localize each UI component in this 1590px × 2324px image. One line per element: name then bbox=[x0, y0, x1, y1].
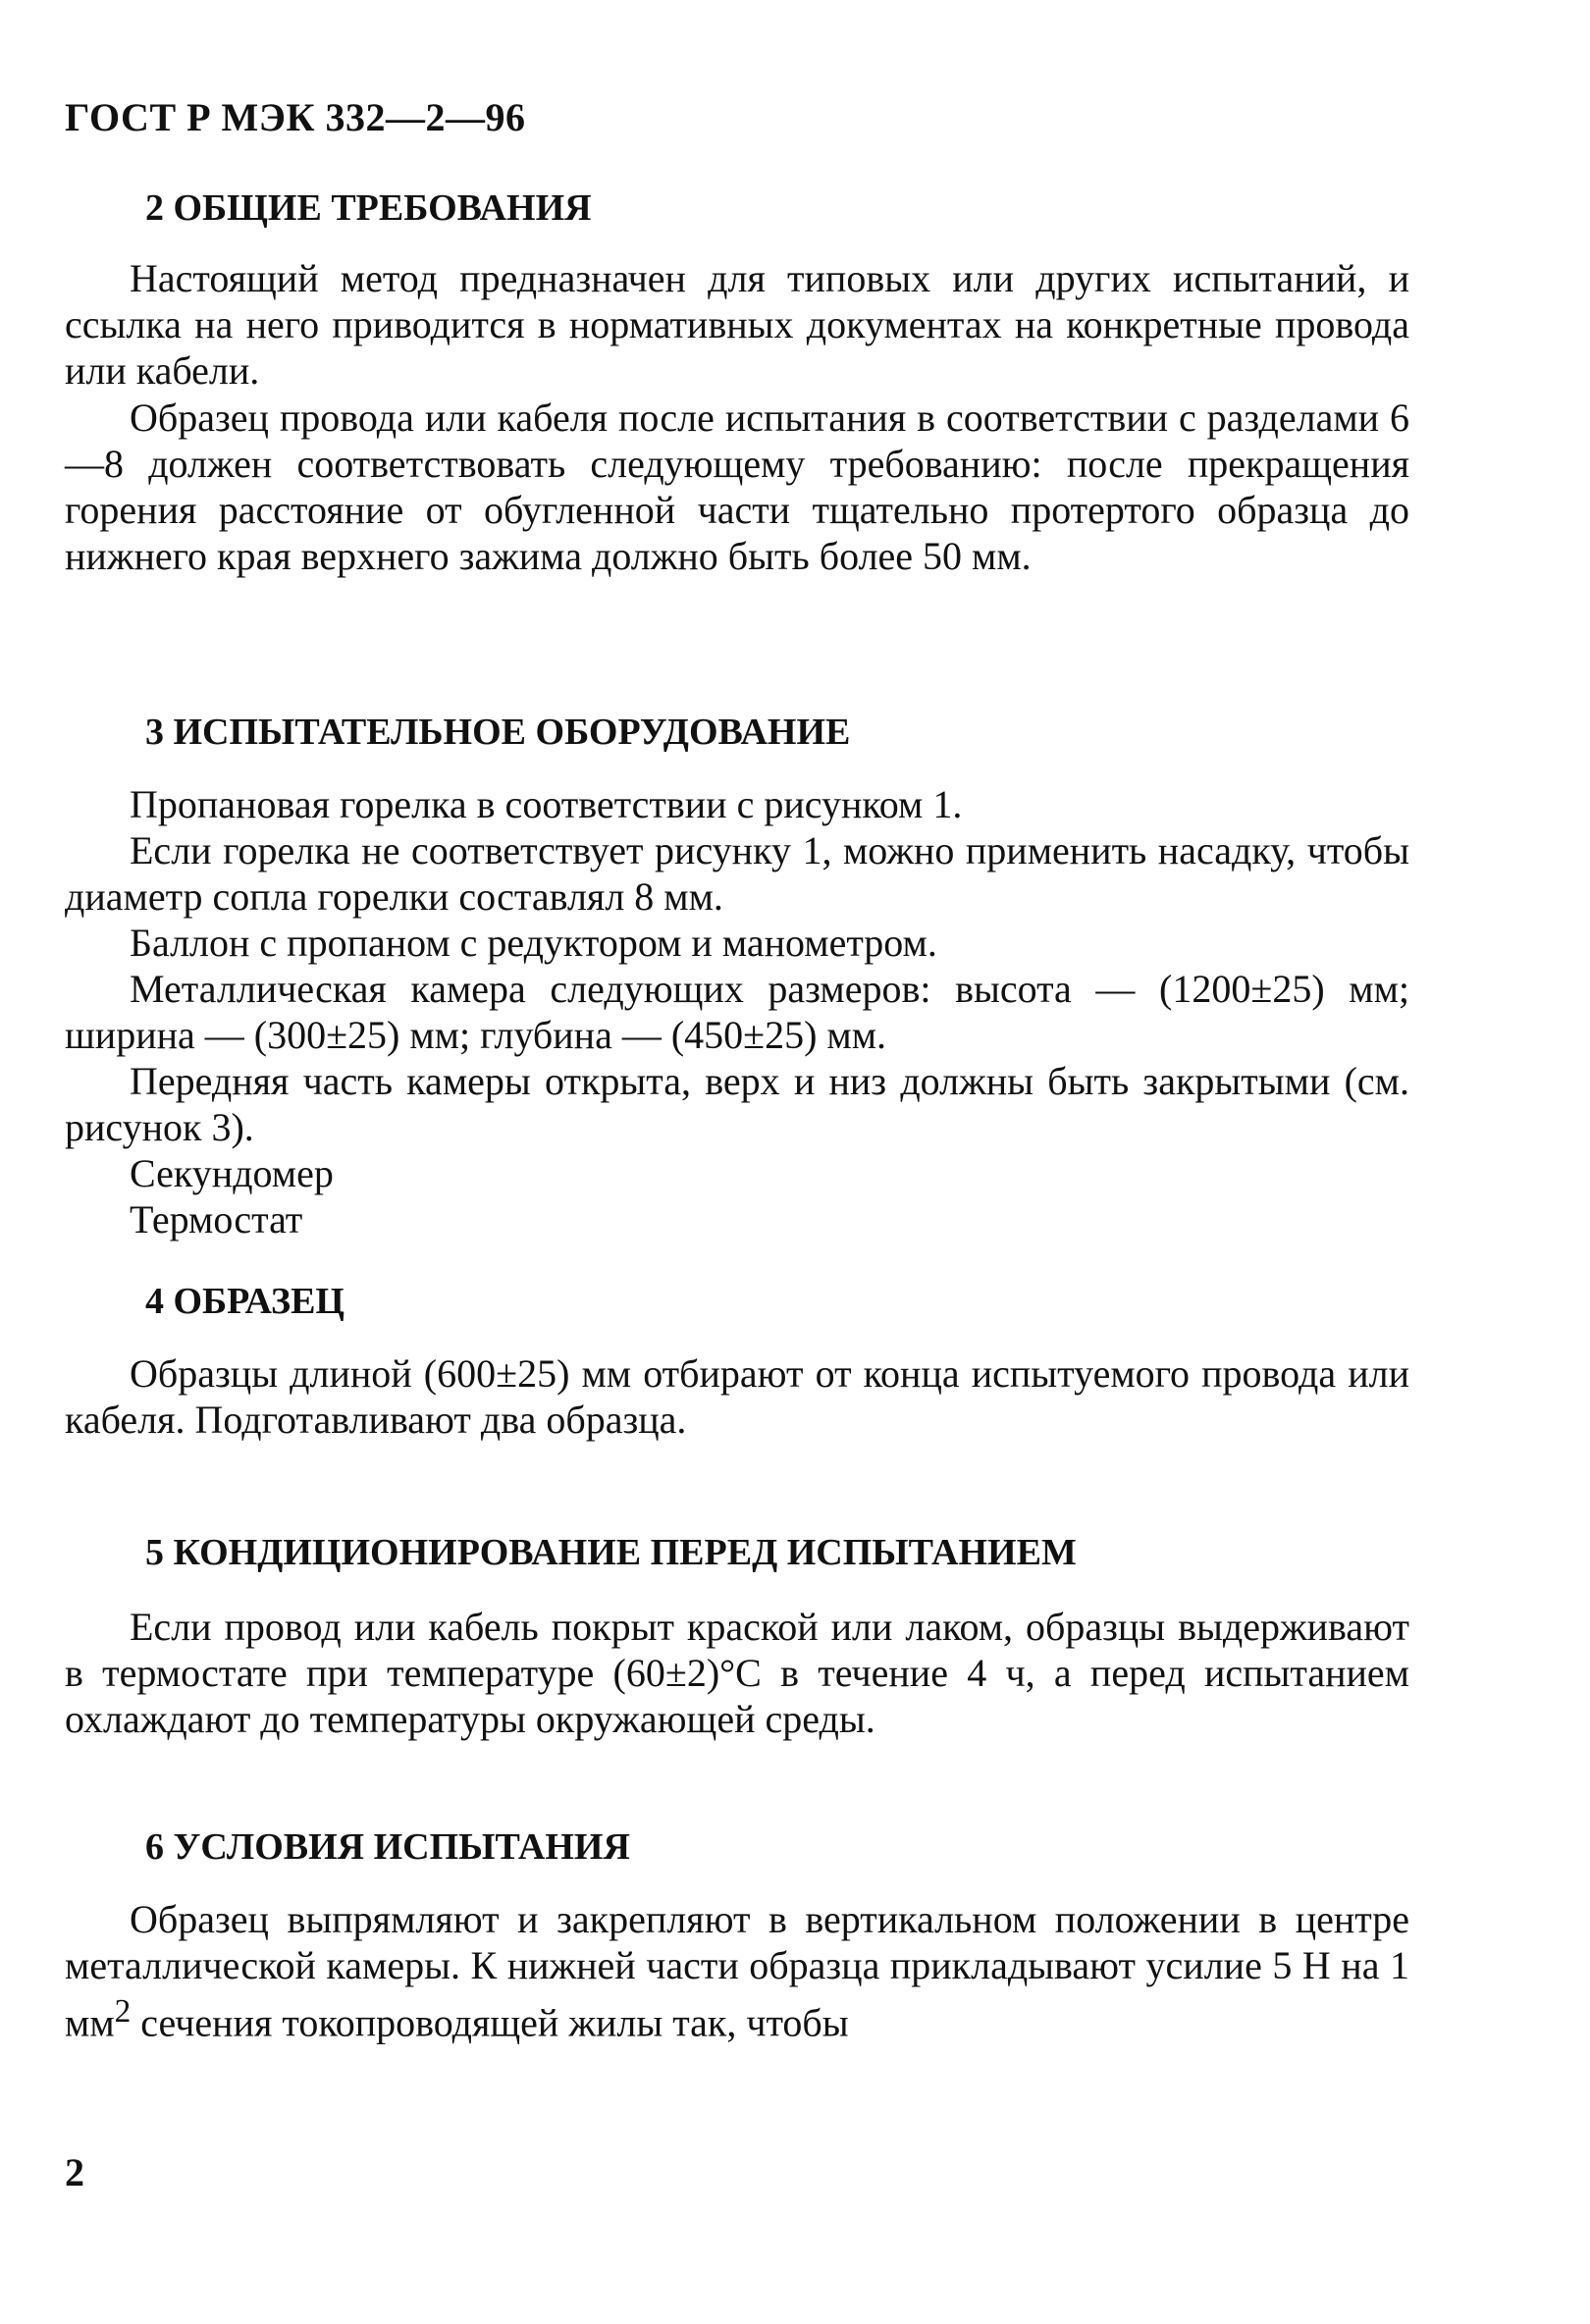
paragraph-text: сечения токопроводящей жилы так, чтобы bbox=[131, 2000, 849, 2045]
paragraph: Образец провода или кабеля после испытания в соответствии с разделами 6—8 должен соответствовать следующему требованию: после прекращения горения расстояние от обугленной части тщательно протертого образца до нижнего края верхнего зажима должно быть более 50 мм. bbox=[65, 396, 1409, 578]
page-number: 2 bbox=[65, 2150, 84, 2194]
section-heading-test-conditions: 6 УСЛОВИЯ ИСПЫТАНИЯ bbox=[145, 1826, 630, 1868]
section-heading-conditioning: 5 КОНДИЦИОНИРОВАНИЕ ПЕРЕД ИСПЫТАНИЕМ bbox=[145, 1532, 1077, 1573]
equipment-item-thermostat: Термостат bbox=[130, 1197, 303, 1241]
paragraph-test-conditions bbox=[65, 1896, 1409, 2045]
paragraph: Если горелка не соответствует рисунку 1, можно применить насадку, чтобы диаметр сопла горелки составлял 8 мм. bbox=[65, 828, 1409, 919]
document-header: ГОСТ Р МЭК 332—2—96 bbox=[65, 95, 526, 139]
superscript: 2 bbox=[114, 1993, 132, 2030]
paragraph: Образцы длиной (600±25) мм отбирают от конца испытуемого провода или кабеля. Подготавливают два образца. bbox=[65, 1351, 1409, 1442]
paragraph-text: Образец выпрямляют и закрепляют в вертикальном положении в центре металлической камеры. К нижней части образца прикладывают усилие 5 Н на 1 мм bbox=[65, 1897, 1409, 2045]
equipment-item-stopwatch: Секундомер bbox=[130, 1151, 334, 1195]
paragraph: Если провод или кабель покрыт краской или лаком, образцы выдерживают в термостате при температуре (60±2)°С в течение 4 ч, а перед испытанием охлаждают до температуры окружающей среды. bbox=[65, 1605, 1409, 1741]
paragraph: Баллон с пропаном с редуктором и манометром. bbox=[130, 921, 937, 965]
section-heading-general-requirements: 2 ОБЩИЕ ТРЕБОВАНИЯ bbox=[145, 187, 592, 229]
section-heading-sample: 4 ОБРАЗЕЦ bbox=[145, 1281, 344, 1322]
paragraph: Настоящий метод предназначен для типовых или других испытаний, и ссылка на него приводится в нормативных документах на конкретные провода или кабели. bbox=[65, 256, 1409, 393]
paragraph: Пропановая горелка в соответствии с рисунком 1. bbox=[130, 782, 963, 826]
section-heading-test-equipment: 3 ИСПЫТАТЕЛЬНОЕ ОБОРУДОВАНИЕ bbox=[145, 712, 851, 753]
paragraph: Передняя часть камеры открыта, верх и низ должны быть закрытыми (см. рисунок 3). bbox=[65, 1059, 1409, 1149]
paragraph: Металлическая камера следующих размеров: высота — (1200±25) мм; ширина — (300±25) мм; глубина — (450±25) мм. bbox=[65, 967, 1409, 1057]
